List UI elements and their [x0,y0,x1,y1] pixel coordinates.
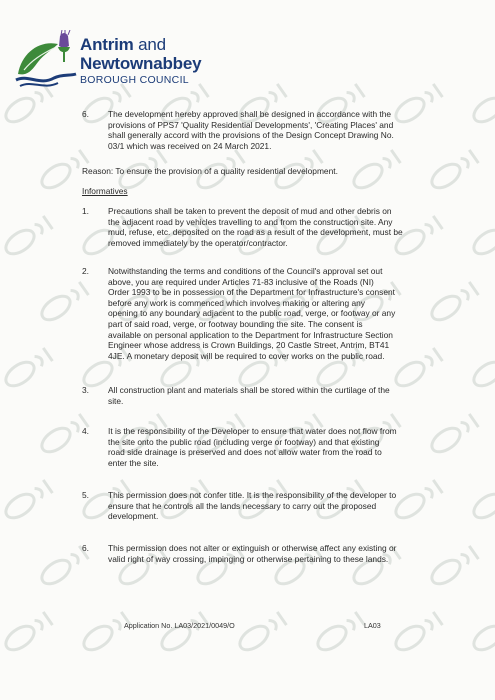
text-line: opening to any boundary adjacent to the public road, verge, or footway or any [108,308,396,319]
text-line: the site onto the public road (including verge or footway) and that existing [108,436,380,447]
informative-text [108,543,396,564]
logo-line-2: Newtownabbey [80,54,202,73]
text-line: above, you are required under Articles 71-83 inclusive of the Roads (NI) [108,276,374,287]
watermark-mark [470,479,495,522]
application-number: Application No. LA03/2021/0049/O [124,621,235,630]
logo-line-3: BOROUGH COUNCIL [80,74,189,86]
watermark-mark [2,611,53,654]
informative-text [108,385,390,406]
informative-text [108,490,396,522]
informative-number: 1. [82,206,89,216]
text-line: the adjacent road by vehicles travelling to and from the construction site. Any [108,216,393,227]
watermark-mark [80,611,131,654]
watermark-mark [428,413,479,456]
council-logo [14,30,214,90]
watermark-mark [392,479,443,522]
watermark-mark [350,149,401,192]
informatives-heading: Informatives [82,186,128,196]
text-line: enter the site. [108,457,159,468]
informative-text [108,426,397,468]
text-line: shall generally accord with the provisions of the Design Concept Drawing No. [108,130,394,141]
informative-number: 2. [82,266,89,276]
text-line: All construction plant and materials shall be stored within the curtilage of the [108,385,390,395]
text-line: Engineer whose address is Crown Buildings, 20 Castle Street, Antrim, BT41 [108,340,390,351]
text-line: provisions of PPS7 'Quality Residential Developments', 'Creating Places' and [108,119,394,130]
logo-line-1 [80,36,201,53]
watermark-mark [158,611,209,654]
text-line: before any work is commenced which involves making or altering any [108,297,365,308]
text-line: This permission does not confer title. It is the responsibility of the developer to [108,490,397,500]
watermark-mark [314,611,365,654]
reason-text: Reason: To ensure the provision of a quality residential development. [82,166,338,176]
watermark-mark [236,611,287,654]
watermark-mark [470,83,495,126]
text-line: The development hereby approved shall be designed in accordance with the [108,109,392,119]
watermark-mark [392,611,443,654]
watermark-mark [470,215,495,258]
text-line: Order 1993 to be in possession of the Department for Infrastructure's consent [108,287,395,298]
text-line: 4JE. A monetary deposit will be required to cover works on the public road. [108,350,385,361]
informative-text [108,266,395,361]
council-name [80,36,201,86]
text-line: removed immediately by the operator/contractor. [108,237,288,248]
text-line: This permission does not alter or extinguish or otherwise affect any existing or [108,543,397,553]
watermark-mark [470,611,495,654]
council-logo-icon [14,30,78,88]
text-line: valid right of way crossing, impinging or otherwise pertaining to these lands. [108,553,389,564]
text-line: 03/1 which was received on 24 March 2021. [108,140,272,151]
text-line: available on personal application to the Department for Infrastructure Section [108,329,393,340]
watermark-mark [428,149,479,192]
text-line: It is the responsibility of the Developer to ensure that water does not flow from [108,426,397,436]
condition-number: 6. [82,109,89,119]
watermark-mark [428,545,479,588]
watermark-mark [470,347,495,390]
text-line: part of said road, verge, or footway bounding the site. The consent is [108,318,363,329]
watermark-mark [2,479,53,522]
watermark-mark [2,347,53,390]
text-line: site. [108,395,124,406]
text-line: Precautions shall be taken to prevent the deposit of mud and other debris on [108,206,392,216]
logo-and: and [133,35,166,54]
condition-text [108,109,394,151]
watermark-mark [38,281,89,324]
text-line: Notwithstanding the terms and conditions of the Council's approval set out [108,266,383,276]
logo-antrim: Antrim [80,35,134,54]
informative-number: 5. [82,490,89,500]
informative-number: 4. [82,426,89,436]
watermark-mark [428,281,479,324]
text-line: road side drainage is preserved and does not allow water from the road to [108,447,382,458]
page-code: LA03 [364,621,381,630]
watermark-mark [392,83,443,126]
informative-text [108,206,403,248]
informative-number: 6. [82,543,89,553]
informative-number: 3. [82,385,89,395]
text-line: mud, refuse, etc. deposited on the road as a result of the development, must be [108,227,403,238]
watermark-mark [392,347,443,390]
watermark-mark [2,215,53,258]
text-line: ensure that he controls all the lands necessary to carry out the proposed [108,500,377,511]
text-line: development. [108,511,159,522]
